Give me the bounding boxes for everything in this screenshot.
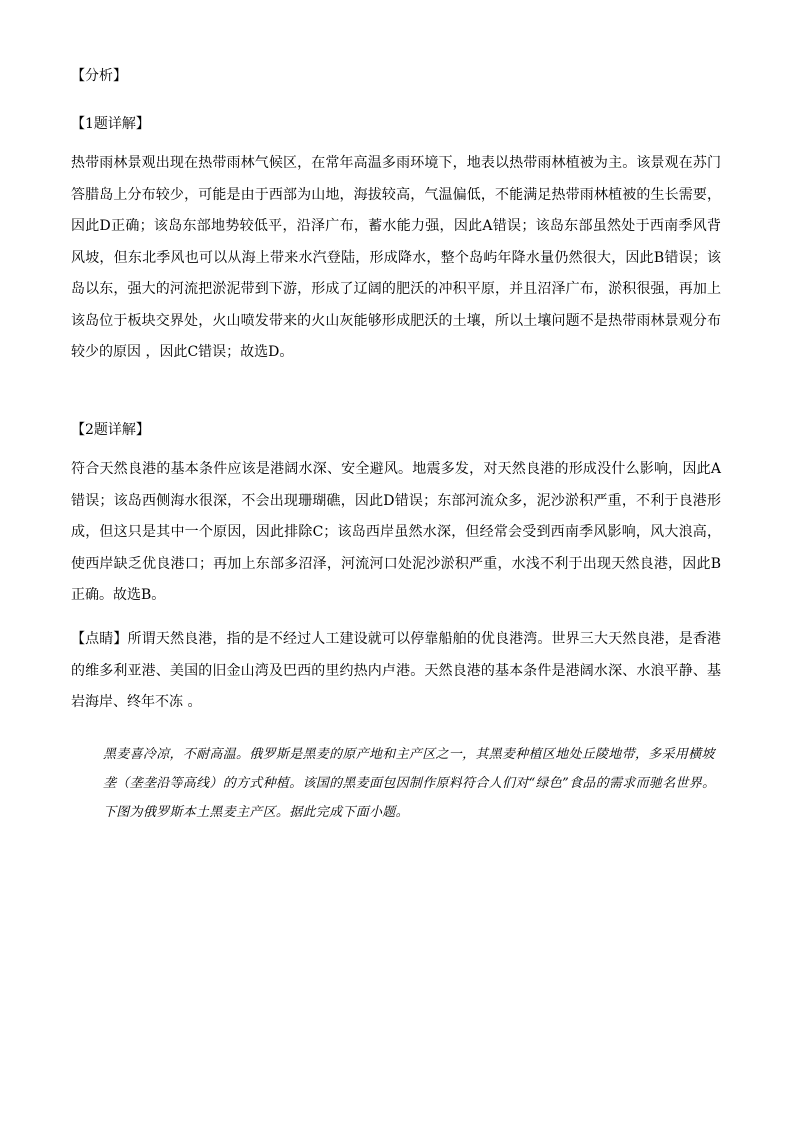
tip-body: 所谓天然良港，指的是不经过人工建设就可以停靠船舶的优良港湾。世界三大天然良港，是香港的维多利亚港、美国的旧金山湾及巴西的里约热内卢港。天然良港的基本条件是港阔水深、水浪平静、基岩海岸、终年不冻 。	[71, 631, 722, 710]
tip-heading: 【点睛】	[71, 631, 128, 647]
q2-explanation: 符合天然良港的基本条件应该是港阔水深、安全避风。地震多发，对天然良港的形成没什么影响，因此A错误；该岛西侧海水很深，不会出现珊瑚礁，因此D错误；东部河流众多，泥沙淤积严重，不利于良港形成，但这只是其中一个原因，因此排除C；该岛西岸虽然水深，但经常会受到西南季风影响，风大浪高，使西岸缺乏优良港口；再加上东部多沼泽，河流河口处泥沙淤积严重，水浅不利于出现天然良港，因此B正确。故选B。	[71, 461, 721, 603]
q2-heading: 【2题详解】	[71, 422, 150, 438]
analysis-heading: 【分析】	[71, 68, 127, 84]
q1-explanation: 热带雨林景观出现在热带雨林气候区，在常年高温多雨环境下，地表以热带雨林植被为主。该景观在苏门答腊岛上分布较少，可能是由于西部为山地，海拔较高，气温偏低，不能满足热带雨林植被的生长需要，因此D正确；该岛东部地势较低平，沿泽广布，蓄水能力强，因此A错误；该岛东部虽然处于西南季风背风坡，但东北季风也可以从海上带来水汽登陆，形成降水，整个岛屿年降水量仍然很大，因此B错误；该岛以东，强大的河流把淤泥带到下游，形成了辽阔的肥沃的冲积平原，并且沼泽广布，淤积很强，再加上该岛位于板块交界处，火山喷发带来的火山灰能够形成肥沃的土壤，所以土壤问题不是热带雨林景观分布较少的原因 ，因此C错误；故选D。	[71, 155, 721, 360]
tip-paragraph	[71, 624, 721, 719]
next-question-intro: 黑麦喜冷凉，不耐高温。俄罗斯是黑麦的原产地和主产区之一，其黑麦种植区地处丘陵地带，多采用横坡垄（垄垄沿等高线）的方式种植。该国的黑麦面包因制作原料符合人们对“绿色”食品的需求而驰名世界。下图为俄罗斯本土黑麦主产区。据此完成下面小题。	[103, 747, 716, 820]
q1-heading: 【1题详解】	[71, 116, 150, 132]
